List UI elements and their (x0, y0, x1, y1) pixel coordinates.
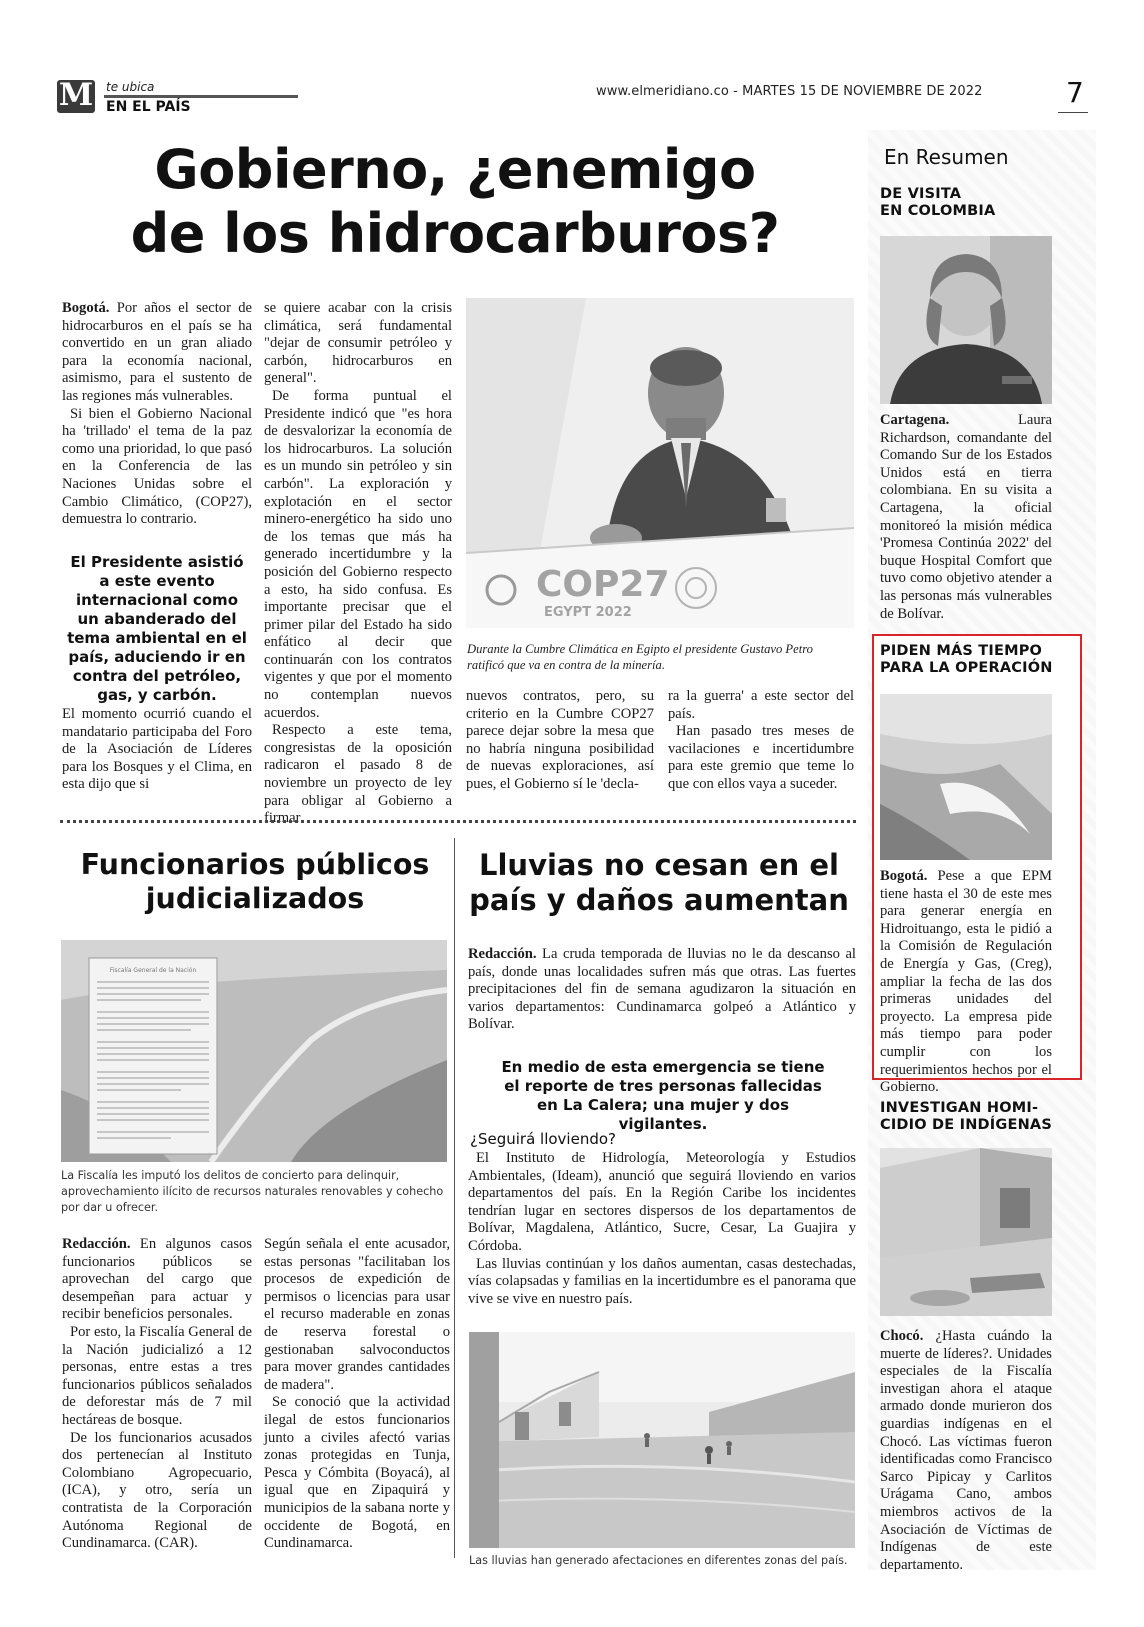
cop27-sign-text: COP27 (536, 564, 670, 605)
funcionarios-column-2 (264, 1236, 450, 1553)
masthead-logo (57, 77, 95, 113)
paragraph: De forma puntual el Presidente indicó que "es hora de desvalorizar la economía de los hidrocarburos. La solución es un mundo sin petróleo y sin carbón". La exploración y explotación en el sector minero-energético ha sido uno de los temas que más ha generado incertidumbre y la posición del Gobierno respecto a esto, ha sido confusa. Es importante precisar que el primer pilar del Estado ha sido enfático al decir que continuarán con los contratos vigentes y que por el momento no contemplan nuevos acuerdos. (264, 387, 452, 721)
paragraph: nuevos contratos, pero, su criterio en la Cumbre COP27 parece dejar sobre la mesa que no habría ninguna posibilidad de nuevas exploraciones, así pues, el Gobierno sí le 'decla- (466, 688, 654, 792)
paragraph: ra la guerra' a este sector del país. (668, 688, 854, 722)
paragraph: En algunos casos funcionarios públicos se aprovechan del cargo que desempeñan para actuar y recibir beneficios personales. (62, 1236, 252, 1323)
section-rule (104, 95, 298, 98)
main-headline-line2: de los hidrocarburos? (130, 202, 780, 265)
lluvias-photo-caption: Las lluvias han generado afectaciones en diferentes zonas del país. (469, 1554, 848, 1567)
paragraph: Se conoció que la actividad ilegal de estos funcionarios junto a civiles afectó varias zonas protegidas en Tunja, Pesca y Cómbita (Boyacá), al igual que en Zipaquirá y municipios de la sabana norte y occidente de Bogotá, en Cundinamarca. (264, 1394, 450, 1552)
main-photo (466, 298, 854, 628)
paragraph: ¿Hasta cuándo la muerte de líderes?. Unidades especiales de la Fiscalía investigan ahora el ataque armado donde murieron dos guardias indígenas en el Chocó. Las víctimas fueron identificadas como Francisco Sarco Pipicay y Carlitos Urágama Cano, ambos miembros activos de la Asociación de Víctimas de Indígenas de este departamento. (880, 1328, 1052, 1573)
heading-line: PARA LA OPERACIÓN (880, 660, 1053, 676)
sidebar-item1-heading (880, 186, 1090, 220)
main-column-2 (264, 300, 452, 828)
funcionarios-headline (60, 848, 450, 916)
lluvias-headline (462, 848, 856, 918)
lead-word: Redacción. (62, 1236, 131, 1252)
sidebar-item1-text (880, 412, 1052, 623)
section-name: EN EL PAÍS (106, 99, 191, 115)
main-column-4 (668, 688, 854, 794)
sidebar-item2-heading (880, 643, 1080, 677)
funcionarios-column-1 (62, 1236, 252, 1553)
heading-line: CIDIO DE INDÍGENAS (880, 1117, 1052, 1133)
sidebar-item2-text (880, 868, 1052, 1097)
paragraph: Si bien el Gobierno Nacional ha 'trillado' el tema de la paz como una prioridad, lo que pasó en la Conferencia de las Naciones Unidas sobre el Cambio Climático, (COP27), demuestra lo contrario. (62, 405, 252, 528)
main-photo-caption: Durante la Cumbre Climática en Egipto el presidente Gustavo Petro ratificó que va en contra de la minería. (467, 642, 813, 672)
lead-word: Cartagena. (880, 412, 950, 428)
funcionarios-photo-caption: La Fiscalía les imputó los delitos de concierto para delinquir, aprovechamiento ilícito de recursos naturales renovables y cohecho por dar u ofrecer. (61, 1169, 444, 1214)
header-rule (1058, 112, 1088, 113)
sidebar-item3-text (880, 1328, 1052, 1574)
paragraph: El momento ocurrió cuando el mandatario participaba del Foro de la Asociación de Líderes para los Bosques y el Clima, en esta dijo que si (62, 706, 252, 793)
main-headline-line1: Gobierno, ¿enemigo (154, 138, 756, 201)
sidebar-item1-photo (880, 236, 1052, 404)
paragraph: El Instituto de Hidrología, Meteorología y Estudios Ambientales, (Ideam), anunció que seguirá lloviendo en varios departamentos del país. En la Región Caribe los incidentes tendrían lugar en sectores dispersos de los departamentos de Bolívar, Magdalena, Atlántico, Sucre, Cesar, La Guajira y Córdoba. (468, 1150, 856, 1254)
paragraph: Por años el sector de hidrocarburos en el país se ha convertido en un gran aliado para la economía nacional, asimismo, para el sustento de las regiones más vulnerables. (62, 300, 252, 404)
paragraph: Pese a que EPM tiene hasta el 30 de este mes para generar energía en Hidroituango, esta le pidió a la Comisión de Regulación de Energía y Gas, (Creg), ampliar la fecha de las dos primeras unidades del proyecto. La empresa pide más tiempo para poder cumplir con los requerimientos hechos por el Gobierno. (880, 868, 1052, 1096)
dateline: www.elmeridiano.co - MARTES 15 DE NOVIEMBRE DE 2022 (596, 84, 983, 99)
sidebar-title: En Resumen (884, 145, 1009, 169)
lead-word: Bogotá. (62, 300, 110, 316)
paragraph: De los funcionarios acusados dos pertenecían al Instituto Colombiano Agropecuario, (ICA), y otro, sería un contratista de la Corporación Autónoma Regional de Cundinamarca. (CAR). (62, 1429, 252, 1552)
paragraph: Según señala el ente acusador, estas personas "facilitaban los procesos de expedición de permisos o licencias para usar el recurso maderable en zonas de reserva forestal o gestionaban salvoconductos para mover grandes cantidades de madera". (264, 1236, 450, 1393)
funcionarios-headline-line2: judicializados (145, 882, 365, 915)
heading-line: DE VISITA (880, 186, 962, 202)
lluvias-photo (469, 1332, 855, 1548)
page-number: 7 (1066, 76, 1084, 109)
funcionarios-headline-line1: Funcionarios públicos (80, 848, 430, 881)
paragraph: La cruda temporada de lluvias no le da descanso al país, donde unas localidades sufren más que otras. Las fuertes precipitaciones del fin de semana agudizaron la situación en varios departamentos: Cundinamarca golpeó a Atlántico y Bolívar. (468, 946, 856, 1033)
lluvias-body (468, 1150, 856, 1308)
section-tagline: te ubica (106, 80, 155, 94)
lead-word: Redacción. (468, 946, 537, 962)
lead-word: Chocó. (880, 1328, 924, 1344)
paragraph: Por esto, la Fiscalía General de la Nación judicializó a 12 personas, entre estas a tres funcionarios públicos señalados de deforestar más de 7 mil hectáreas de bosque. (62, 1323, 252, 1428)
lluvias-pullquote: En medio de esta emergencia se tiene el reporte de tres personas fallecidas en La Calera; una mujer y dos vigilantes. (501, 1058, 825, 1133)
paragraph: se quiere acabar con la crisis climática, será fundamental "dejar de consumir petróleo y carbón, hidrocarburos en general". (264, 300, 452, 387)
main-pullquote: El Presidente asistió a este evento internacional como un abanderado del tema ambiental en el país, aduciendo ir en contra del petróleo, gas, y carbón. (67, 553, 247, 704)
logo-letter: M (58, 77, 94, 113)
paragraph: Han pasado tres meses de vacilaciones e incertidumbre para este gremio que teme lo que con ellos vaya a suceder. (668, 723, 854, 792)
main-column-1b (62, 706, 252, 794)
document-header: Fiscalía General de la Nación (109, 967, 197, 974)
photo-illustration (880, 1148, 1052, 1316)
heading-line: EN COLOMBIA (880, 203, 996, 219)
photo-illustration (469, 1332, 855, 1548)
heading-line: INVESTIGAN HOMI- (880, 1100, 1039, 1116)
section-divider (60, 820, 856, 823)
lluvias-subhead: ¿Seguirá lloviendo? (470, 1130, 616, 1148)
cop27-sign-subtext: EGYPT 2022 (544, 605, 632, 620)
lluvias-headline-line2: país y daños aumentan (469, 883, 849, 917)
photo-illustration (880, 694, 1052, 860)
photo-illustration (880, 236, 1052, 404)
lead-word: Bogotá. (880, 868, 928, 884)
sidebar-item3-photo (880, 1148, 1052, 1316)
sidebar-item3-heading (880, 1100, 1080, 1134)
lluvias-intro (468, 946, 856, 1034)
main-column-1 (62, 300, 252, 529)
photo-illustration (466, 298, 854, 628)
main-headline (60, 138, 850, 266)
heading-line: PIDEN MÁS TIEMPO (880, 643, 1043, 659)
story-divider (454, 838, 455, 1558)
lluvias-headline-line1: Lluvias no cesan en el (479, 848, 839, 882)
main-column-3 (466, 688, 654, 794)
paragraph: Laura Richardson, comandante del Comando Sur de los Estados Unidos está en tierra colombiana. En su visita a Cartagena, la oficial monitoreó la misión médica 'Promesa Continúa 2022' del buque Hospital Comfort que tuvo como objetivo atender a las personas más vulnerables de Bolívar. (880, 412, 1052, 622)
funcionarios-photo (61, 940, 447, 1162)
photo-illustration (61, 940, 447, 1162)
sidebar-item2-photo (880, 694, 1052, 860)
paragraph: Las lluvias continúan y los daños aumentan, casas destechadas, vías colapsadas y familias en la incertidumbre es el panorama que vive se vive en nuestro país. (468, 1255, 856, 1307)
paragraph: Respecto a este tema, congresistas de la oposición radicaron el pasado 8 de noviembre un proyecto de ley para obligar al Gobierno a firmar (264, 722, 452, 827)
